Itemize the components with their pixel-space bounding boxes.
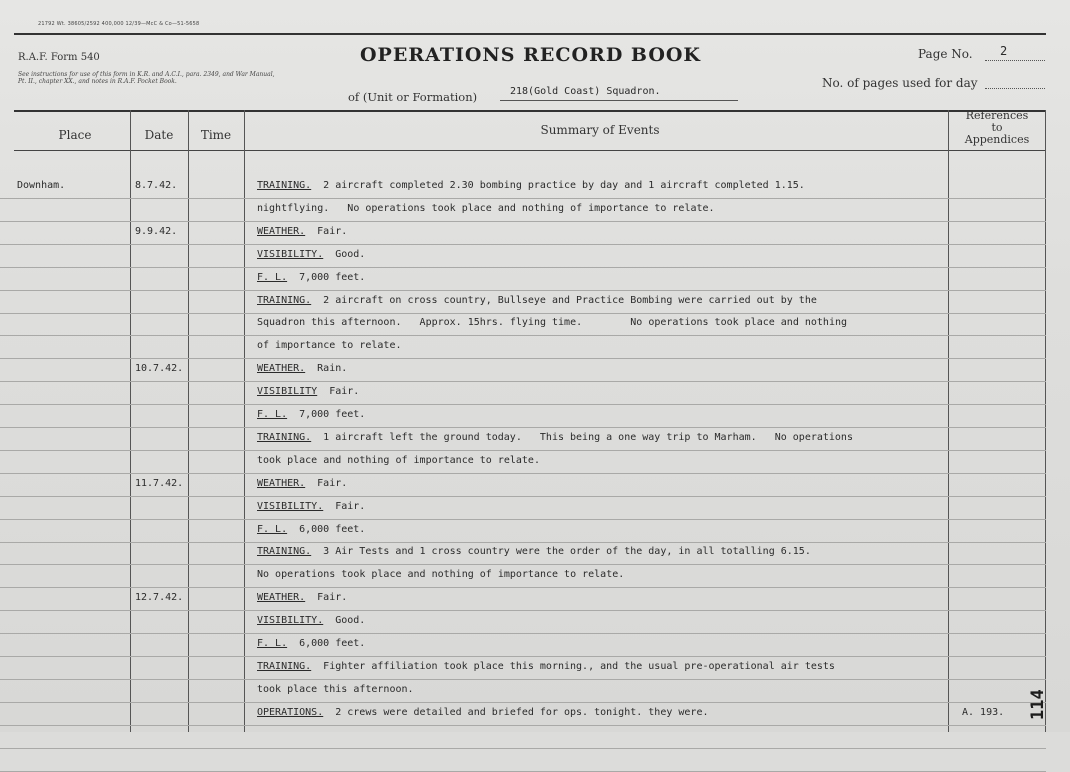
entry-heading: WEATHER. bbox=[257, 478, 306, 489]
ruled-line bbox=[0, 748, 1046, 749]
ruled-line bbox=[0, 725, 1046, 726]
form-number: R.A.F. Form 540 bbox=[18, 52, 100, 63]
table-row bbox=[0, 542, 1046, 564]
column-header-date: Date bbox=[144, 128, 174, 142]
entry-text: 2 crews were detailed and briefed for ops. tonight. they were. bbox=[335, 707, 709, 718]
table-row bbox=[0, 336, 1046, 358]
page-title: OPERATIONS RECORD BOOK bbox=[360, 44, 701, 66]
header-rule-top bbox=[14, 110, 1046, 112]
entry-heading: OPERATIONS. bbox=[257, 707, 324, 718]
table-row bbox=[0, 313, 1046, 335]
table-row bbox=[0, 245, 1046, 267]
pages-used-dotted-line bbox=[985, 88, 1045, 89]
entry-text: 6,000 feet. bbox=[299, 638, 366, 649]
table-row bbox=[0, 291, 1046, 313]
entry-text: 1 aircraft left the ground today. This being a one way trip to Marham. No operations bbox=[323, 432, 853, 443]
table-row bbox=[0, 634, 1046, 656]
refs-line-2: to bbox=[991, 121, 1003, 134]
date-cell: 9.9.42. bbox=[135, 226, 178, 237]
entry-text: 6,000 feet. bbox=[299, 524, 366, 535]
entry-text: 7,000 feet. bbox=[299, 409, 366, 420]
entry-text: took place and nothing of importance to relate. bbox=[257, 455, 540, 466]
column-header-references bbox=[950, 110, 1044, 146]
entry-text: 7,000 feet. bbox=[299, 272, 366, 283]
entry-heading: F. L. bbox=[257, 409, 288, 420]
date-cell: 8.7.42. bbox=[135, 180, 178, 191]
column-header-summary: Summary of Events bbox=[540, 123, 660, 137]
entry-text: Fair. bbox=[329, 386, 360, 397]
table-row bbox=[0, 359, 1046, 381]
entry-text: Fair. bbox=[317, 226, 348, 237]
table-row bbox=[0, 451, 1046, 473]
table-row bbox=[0, 565, 1046, 587]
page-no-label: Page No. bbox=[918, 47, 973, 61]
entry-text: Good. bbox=[335, 615, 366, 626]
pages-used-label: No. of pages used for day bbox=[822, 76, 978, 90]
table-row bbox=[0, 382, 1046, 404]
table-row bbox=[0, 474, 1046, 496]
entry-text: 3 Air Tests and 1 cross country were the order of the day, in all totalling 6.15. bbox=[323, 546, 811, 557]
table-row bbox=[0, 497, 1046, 519]
table-row bbox=[0, 176, 1046, 198]
table-row bbox=[0, 405, 1046, 427]
entry-heading: VISIBILITY bbox=[257, 386, 318, 397]
entry-text: Squadron this afternoon. Approx. 15hrs. flying time. No operations took place and nothing bbox=[257, 317, 848, 328]
table-row bbox=[0, 657, 1046, 679]
entry-text: Fair. bbox=[317, 592, 348, 603]
unit-value: 218(Gold Coast) Squadron. bbox=[510, 86, 661, 97]
place-cell: Downham. bbox=[17, 180, 66, 191]
entry-heading: VISIBILITY. bbox=[257, 615, 324, 626]
form-instructions: See instructions for use of this form in K.R. and A.C.I., para. 2349, and War Manual, Pt. II., chapter XX., and notes in R.A.F. Pocket Book. bbox=[18, 71, 275, 85]
page-no-value: 2 bbox=[1000, 44, 1008, 58]
entry-heading: F. L. bbox=[257, 272, 288, 283]
unit-underline bbox=[500, 100, 738, 101]
entry-text: of importance to relate. bbox=[257, 340, 402, 351]
page-no-dotted-line bbox=[985, 60, 1045, 61]
entry-heading: WEATHER. bbox=[257, 592, 306, 603]
date-cell: 10.7.42. bbox=[135, 363, 184, 374]
column-header-time: Time bbox=[200, 128, 232, 142]
entry-heading: WEATHER. bbox=[257, 363, 306, 374]
entry-text: took place this afternoon. bbox=[257, 684, 414, 695]
entry-heading: F. L. bbox=[257, 638, 288, 649]
entry-heading: VISIBILITY. bbox=[257, 249, 324, 260]
print-code: 21792 Wt. 38605/2592 400,000 12/39—McC & Co—51-5658 bbox=[38, 21, 200, 27]
table-row bbox=[0, 680, 1046, 702]
reference-cell: A. 193. bbox=[962, 707, 1005, 718]
entry-text: Rain. bbox=[317, 363, 348, 374]
table-row bbox=[0, 428, 1046, 450]
date-cell: 12.7.42. bbox=[135, 592, 184, 603]
table-row bbox=[0, 268, 1046, 290]
folio-stamp: 114 bbox=[1028, 689, 1048, 720]
entry-text: Fighter affiliation took place this morning., and the usual pre-operational air tests bbox=[323, 661, 835, 672]
date-cell: 11.7.42. bbox=[135, 478, 184, 489]
table-row bbox=[0, 588, 1046, 610]
entry-text: Fair. bbox=[317, 478, 348, 489]
entry-text: Fair. bbox=[335, 501, 366, 512]
entry-text: nightflying. No operations took place and nothing of importance to relate. bbox=[257, 203, 715, 214]
table-row bbox=[0, 199, 1046, 221]
header-rule-bottom bbox=[14, 150, 1046, 151]
entry-heading: TRAINING. bbox=[257, 661, 312, 672]
refs-line-3: Appendices bbox=[964, 133, 1030, 146]
entry-heading: F. L. bbox=[257, 524, 288, 535]
table-row bbox=[0, 703, 1046, 725]
entry-heading: TRAINING. bbox=[257, 180, 312, 191]
table-row bbox=[0, 520, 1046, 542]
entry-text: 2 aircraft on cross country, Bullseye and Practice Bombing were carried out by the bbox=[323, 295, 817, 306]
table-row bbox=[0, 611, 1046, 633]
entry-text: 2 aircraft completed 2.30 bombing practice by day and 1 aircraft completed 1.15. bbox=[323, 180, 805, 191]
entry-heading: TRAINING. bbox=[257, 546, 312, 557]
column-header-place: Place bbox=[58, 128, 92, 142]
top-rule bbox=[14, 33, 1046, 35]
entry-text: Good. bbox=[335, 249, 366, 260]
entry-text: No operations took place and nothing of importance to relate. bbox=[257, 569, 625, 580]
unit-label: of (Unit or Formation) bbox=[348, 90, 478, 104]
entry-heading: TRAINING. bbox=[257, 295, 312, 306]
entry-heading: WEATHER. bbox=[257, 226, 306, 237]
table-row bbox=[0, 222, 1046, 244]
entry-heading: TRAINING. bbox=[257, 432, 312, 443]
refs-line-1: References bbox=[965, 109, 1029, 122]
entry-heading: VISIBILITY. bbox=[257, 501, 324, 512]
